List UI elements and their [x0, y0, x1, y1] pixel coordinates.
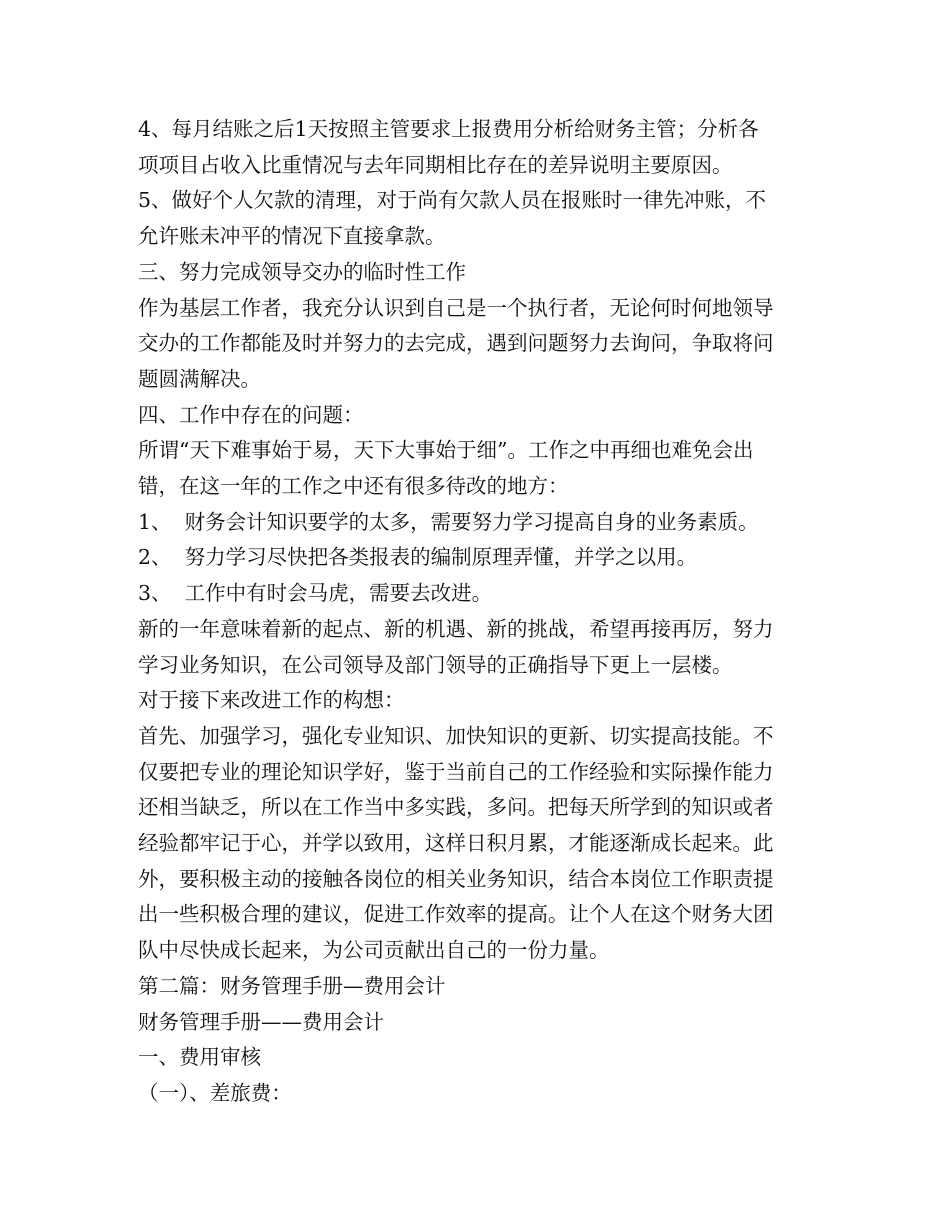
- list-item: 1、 财务会计知识要学的太多，需要努力学习提高自身的业务素质。: [138, 509, 759, 534]
- chapter-title: 第二篇：财务管理手册—费用会计: [138, 973, 446, 998]
- text-line: 首先、加强学习，强化专业知识、加快知识的更新、切实提高技能。不: [138, 723, 774, 748]
- text-line: 允许账未冲平的情况下直接拿款。: [138, 224, 446, 249]
- text-line: 经验都牢记于心，并学以致用，这样日积月累，才能逐渐成长起来。此: [138, 831, 774, 856]
- section-heading: 一、费用审核: [138, 1045, 261, 1070]
- text-line: 出一些积极合理的建议，促进工作效率的提高。让个人在这个财务大团: [138, 902, 774, 927]
- text-line: 对于接下来改进工作的构想：: [138, 688, 405, 713]
- document-title: 财务管理手册——费用会计: [138, 1009, 384, 1034]
- text-line: 外，要积极主动的接触各岗位的相关业务知识，结合本岗位工作职责提: [138, 866, 774, 891]
- text-line: 题圆满解决。: [138, 366, 261, 391]
- text-line: 作为基层工作者，我充分认识到自己是一个执行者，无论何时何地领导: [138, 295, 774, 320]
- list-item: 2、 努力学习尽快把各类报表的编制原理弄懂，并学之以用。: [138, 545, 698, 570]
- text-line: 5、做好个人欠款的清理，对于尚有欠款人员在报账时一律先冲账，不: [138, 188, 767, 213]
- text-line: 学习业务知识，在公司领导及部门领导的正确指导下更上一层楼。: [138, 652, 733, 677]
- text-line: 队中尽快成长起来，为公司贡献出自己的一份力量。: [138, 938, 610, 963]
- text-line: 仅要把专业的理论知识学好，鉴于当前自己的工作经验和实际操作能力: [138, 759, 774, 784]
- text-line: 4、每月结账之后1天按照主管要求上报费用分析给财务主管；分析各: [138, 117, 759, 141]
- text-line: 错，在这一年的工作之中还有很多待改的地方：: [138, 474, 569, 499]
- text-line: 项项目占收入比重情况与去年同期相比存在的差异说明主要原因。: [138, 152, 733, 177]
- text-line: 新的一年意味着新的起点、新的机遇、新的挑战，希望再接再厉，努力: [138, 616, 774, 641]
- text-line: 所谓“天下难事始于易，天下大事始于细”。工作之中再细也难免会出: [138, 438, 754, 463]
- text-line: 交办的工作都能及时并努力的去完成，遇到问题努力去询问，争取将问: [138, 331, 774, 356]
- section-heading: 四、工作中存在的问题：: [138, 402, 364, 427]
- list-item: 3、 工作中有时会马虎，需要去改进。: [138, 581, 493, 606]
- text-line: 还相当缺乏，所以在工作当中多实践，多问。把每天所学到的知识或者: [138, 795, 774, 820]
- section-heading: 三、努力完成领导交办的临时性工作: [138, 259, 466, 284]
- subsection-heading: （一）、差旅费：: [138, 1080, 292, 1105]
- document-page: [138, 112, 818, 1112]
